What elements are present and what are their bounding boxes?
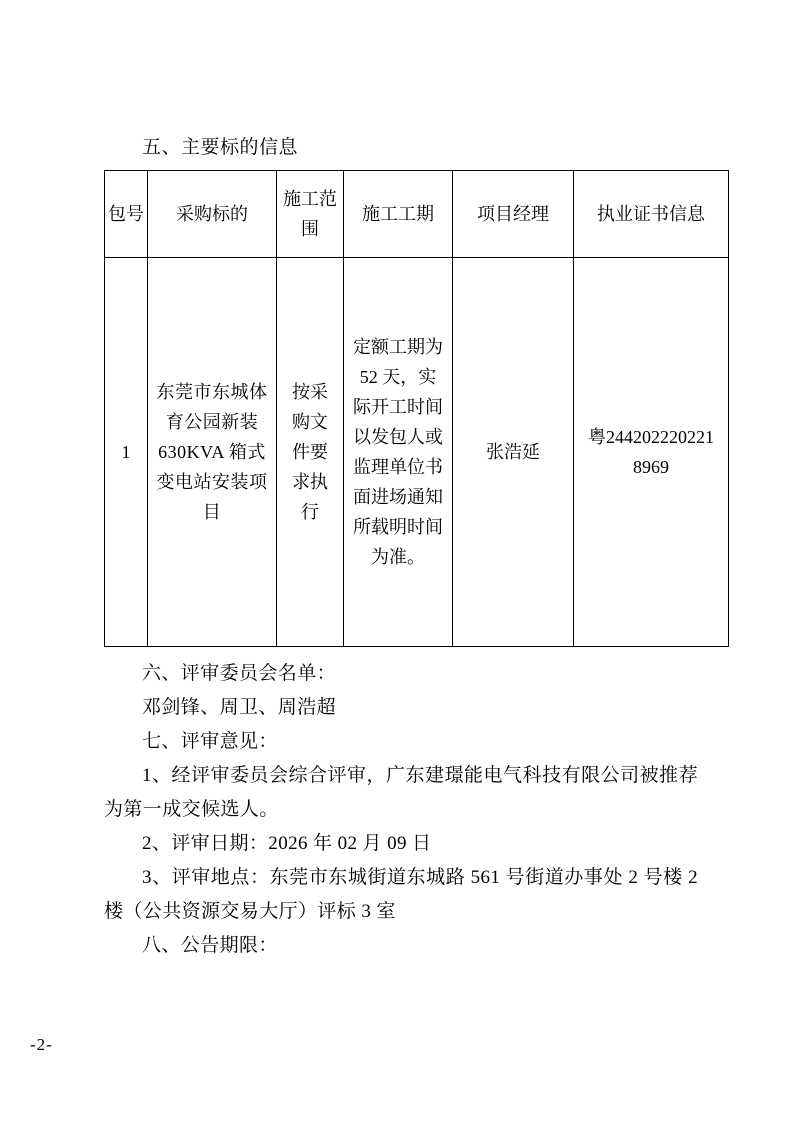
- section-7-item-3: 3、评审地点：东莞市东城街道东城路 561 号街道办事处 2 号楼 2 楼（公共资源交易大厅）评标 3 室: [104, 867, 698, 922]
- page-number: -2-: [30, 1035, 53, 1054]
- cell-cert-text: 粤244202220221 8969: [588, 427, 714, 477]
- section-7-item-1: 1、经评审委员会综合评审，广东建璟能电气科技有限公司被推荐为第一成交候选人。: [104, 765, 698, 820]
- section-7-heading: 七、评审意见：: [142, 731, 278, 752]
- table-header-period: 施工工期: [344, 171, 453, 258]
- page-content: [104, 132, 714, 963]
- section-7-item-2: 2、评审日期：2026 年 02 月 09 日: [142, 833, 432, 854]
- table-body: [105, 258, 729, 647]
- bid-info-table: [104, 170, 729, 647]
- cell-period-text: 定额工期为 52 天，实际开工时间以发包人或监理单位书面进场通知所载明时间为准。: [353, 337, 443, 567]
- cell-target-text: 东莞市东城体育公园新装 630KVA 箱式变电站安装项目: [156, 382, 268, 522]
- table-header-row: [105, 171, 729, 258]
- cell-no: 1: [105, 258, 148, 647]
- section-5-heading: 五、主要标的信息: [142, 137, 299, 158]
- table-header-cert: 执业证书信息: [574, 171, 729, 258]
- table-header: [105, 171, 729, 258]
- cell-cert: [574, 258, 729, 647]
- cell-period: [344, 258, 453, 647]
- table-header-no: 包号: [105, 171, 148, 258]
- cell-scope: [277, 258, 344, 647]
- table-header-manager: 项目经理: [453, 171, 574, 258]
- section-8-heading: 八、公告期限：: [142, 935, 278, 956]
- cell-manager: 张浩延: [453, 258, 574, 647]
- section-6-heading: 六、评审委员会名单：: [142, 663, 337, 684]
- cell-scope-text: 按采购文件要求执行: [292, 382, 328, 522]
- table-row: [105, 258, 729, 647]
- cell-target: [148, 258, 277, 647]
- table-header-target: 采购标的: [148, 171, 277, 258]
- table-header-scope: 施工范围: [277, 171, 344, 258]
- section-6-members: 邓剑锋、周卫、周浩超: [142, 697, 337, 718]
